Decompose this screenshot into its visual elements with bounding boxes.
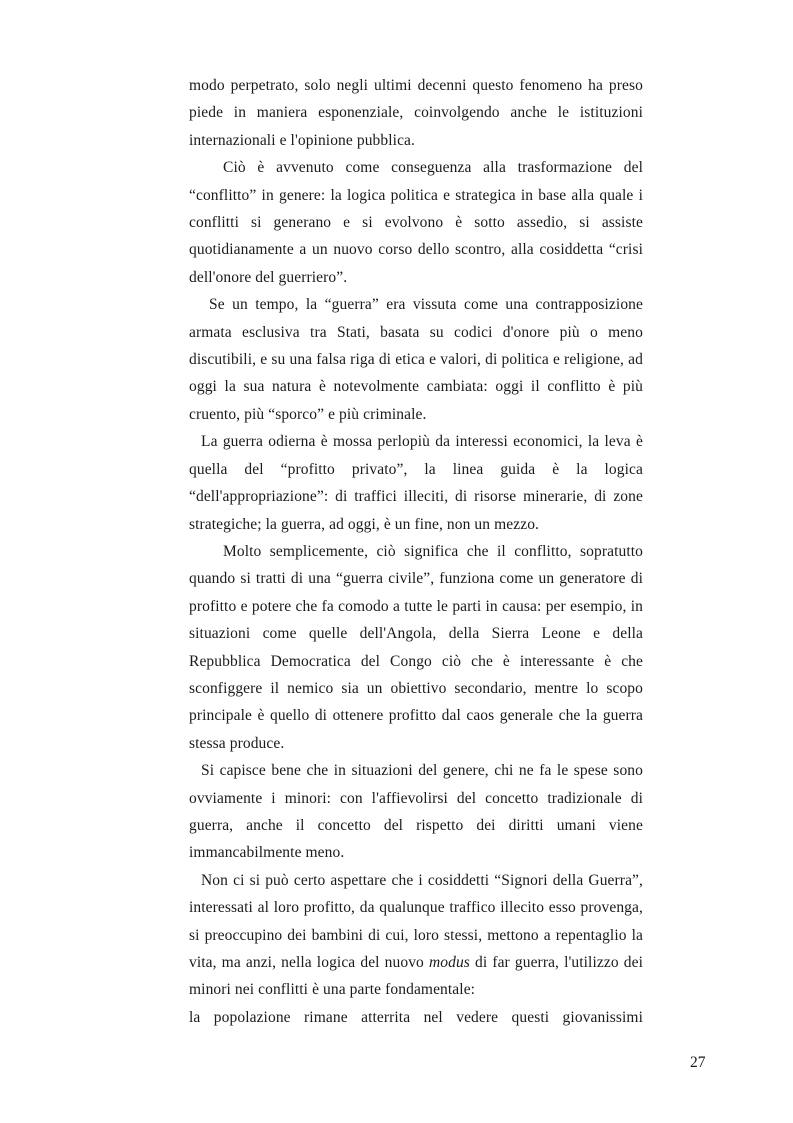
paragraph-continuation: modo perpetrato, solo negli ultimi decenni questo fenomeno ha preso piede in maniera esponenziale, coinvolgendo anche le istituzioni internazionali e l'opinione pubblica. bbox=[189, 77, 643, 149]
paragraph-last-line: la popolazione rimane atterrita nel vedere questi giovanissimi bbox=[189, 1008, 643, 1026]
paragraph-text: Non ci si può certo aspettare che i cosiddetti “Signori della Guerra”, interessati al loro profitto, da qualunque traffico illecito esso provenga, si preoccupino dei bambini di cui, loro stessi, mettono a repentaglio la vita, ma anzi, nella logica del nuovo bbox=[189, 871, 643, 971]
paragraph bbox=[189, 867, 643, 1004]
paragraph: La guerra odierna è mossa perlopiù da interessi economici, la leva è quella del “profitto privato”, la linea guida è la logica “dell'appropriazione”: di traffici illeciti, di risorse minerarie, di zone strategiche; la guerra, ad oggi, è un fine, non un mezzo. bbox=[189, 433, 643, 533]
paragraph: Se un tempo, la “guerra” era vissuta come una contrapposizione armata esclusiva tra Stati, basata su codici d'onore più o meno discutibili, e su una falsa riga di etica e valori, di politica e religione, ad oggi la sua natura è notevolmente cambiata: oggi il conflitto è più cruento, più “sporco” e più criminale. bbox=[189, 296, 643, 423]
paragraph-text: di far guerra, l'utilizzo dei minori nei conflitti è una parte fondamentale: bbox=[189, 954, 643, 999]
paragraph: Ciò è avvenuto come conseguenza alla trasformazione del “conflitto” in genere: la logica politica e strategica in base alla quale i conflitti si generano e si evolvono è sotto assedio, si assiste quotidianamente a un nuovo corso dello scontro, alla cosiddetta “crisi dell'onore del guerriero”. bbox=[189, 159, 643, 286]
page-number: 27 bbox=[690, 1054, 706, 1071]
body-text bbox=[189, 72, 643, 1031]
paragraph: Si capisce bene che in situazioni del genere, chi ne fa le spese sono ovviamente i minori: con l'affievolirsi del concetto tradizionale di guerra, anche il concetto del rispetto dei diritti umani viene immancabilmente meno. bbox=[189, 762, 643, 862]
italic-term: modus bbox=[428, 954, 470, 971]
paragraph: Molto semplicemente, ciò significa che il conflitto, sopratutto quando si tratti di una “guerra civile”, funziona come un generatore di profitto e potere che fa comodo a tutte le parti in causa: per esempio, in situazioni come quelle dell'Angola, della Sierra Leone e della Repubblica Democratica del Congo ciò che è interessante è che sconfiggere il nemico sia un obiettivo secondario, mentre lo scopo principale è quello di ottenere profitto dal caos generale che la guerra stessa produce. bbox=[189, 542, 643, 752]
